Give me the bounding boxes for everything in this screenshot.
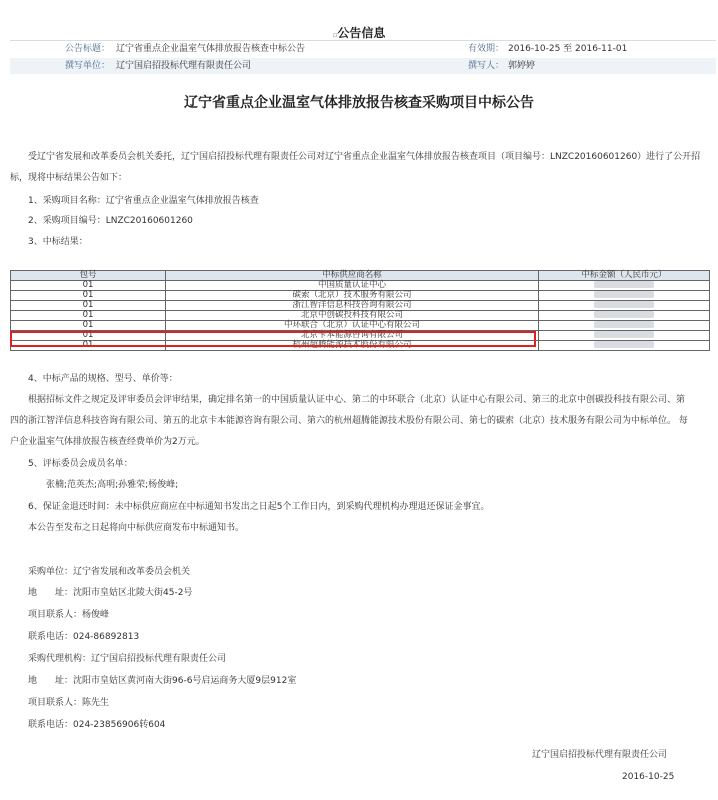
purchaser-phone: 联系电话：024-86892813 xyxy=(28,632,140,642)
item-3: 3、中标结果： xyxy=(28,237,88,247)
item-2: 2、采购项目编号：LNZC20160601260 xyxy=(28,216,193,226)
signature: 辽宁国启招投标代理有限责任公司 xyxy=(532,750,668,760)
agency-address: 地 址：沈阳市皇姑区黄河南大街96-6号启运商务大厦9层912室 xyxy=(28,676,297,686)
purchaser-address: 地 址：沈阳市皇姑区北陵大街45-2号 xyxy=(28,588,193,598)
validity-value: 2016-10-25 至 2016-11-01 xyxy=(508,44,628,54)
title-value: 辽宁省重点企业温室气体排放报告核查中标公告 xyxy=(116,44,306,54)
cell-pkg: 01 xyxy=(11,301,166,311)
cell-supplier: 中国质量认证中心 xyxy=(166,281,539,291)
cell-amount xyxy=(539,311,710,321)
agency-phone: 联系电话：024-23856906转604 xyxy=(28,720,166,730)
item-5: 5、评标委员会成员名单： xyxy=(28,459,133,469)
header-pkg: 包号 xyxy=(11,271,166,281)
cell-pkg: 01 xyxy=(11,281,166,291)
cell-pkg: 01 xyxy=(11,311,166,321)
cell-supplier: 杭州超腾能源技术股份有限公司 xyxy=(166,341,539,351)
cell-pkg: 01 xyxy=(11,321,166,331)
cell-supplier: 浙江智洋信息科技咨询有限公司 xyxy=(166,301,539,311)
cell-amount xyxy=(539,331,710,341)
table-row xyxy=(11,291,710,301)
redacted-amount xyxy=(594,321,654,328)
cell-pkg: 01 xyxy=(11,331,166,341)
cell-amount xyxy=(539,341,710,351)
title-label: 公告标题： xyxy=(64,44,110,54)
notice-text: 本公告至发布之日起将向中标供应商发布中标通知书。 xyxy=(28,523,245,533)
cell-amount xyxy=(539,301,710,311)
purchaser-contact: 项目联系人：杨俊峰 xyxy=(28,610,110,620)
cell-supplier: 北京中创碳投科技有限公司 xyxy=(166,311,539,321)
header-supplier: 中标供应商名称 xyxy=(166,271,539,281)
cell-amount xyxy=(539,321,710,331)
item-6: 6、保证金退还时间：未中标供应商应在中标通知书发出之日起5个工作日内，到采购代理机构办理退还保证金事宜。 xyxy=(28,502,490,512)
item-4-para-1: 根据招标文件之规定及评审委员会评审结果，确定排名第一的中国质量认证中心、第二的中环联合（北京）认证中心有限公司、第三的北京中创碳投科技有限公司、第 xyxy=(28,395,686,405)
committee-names: 张楠;范英杰;高明;孙雅荣;杨俊峰; xyxy=(46,480,179,490)
cell-supplier: 中环联合（北京）认证中心有限公司 xyxy=(166,321,539,331)
intro-line-1: 受辽宁省发展和改革委员会机关委托，辽宁国启招投标代理有限责任公司对辽宁省重点企业温室气体排放报告核查项目（项目编号：LNZC20160601260）进行了公开招 xyxy=(28,152,701,162)
item-1: 1、采购项目名称：辽宁省重点企业温室气体排放报告核查 xyxy=(28,196,259,206)
redacted-amount xyxy=(594,311,654,318)
header-amount: 中标金额（人民币元） xyxy=(539,271,710,281)
meta-row-unit xyxy=(10,58,716,74)
intro-line-2: 标，现将中标结果公告如下： xyxy=(10,173,128,183)
document-title: 辽宁省重点企业温室气体排放报告核查采购项目中标公告 xyxy=(184,95,534,111)
agency-contact: 项目联系人：陈先生 xyxy=(28,698,110,708)
cell-supplier: 碳索（北京）技术服务有限公司 xyxy=(166,291,539,301)
meta-row-title xyxy=(10,40,716,57)
item-4-para-3: 户企业温室气体排放报告核查经费单价为2万元。 xyxy=(10,437,205,447)
redacted-amount xyxy=(594,291,654,298)
cell-amount xyxy=(539,281,710,291)
item-4-para-2: 四的浙江智洋信息科技咨询有限公司、第五的北京卡本能源咨询有限公司、第六的杭州超腾能源技术股份有限公司、第七的碳索（北京）技术服务有限公司为中标单位。 每 xyxy=(10,416,688,426)
validity-label: 有效期： xyxy=(467,44,504,54)
item-4: 4、中标产品的规格、型号、单价等： xyxy=(28,374,178,384)
author-value: 郭婷婷 xyxy=(508,61,536,71)
purchaser: 采购单位：辽宁省发展和改革委员会机关 xyxy=(28,567,191,577)
table-row xyxy=(11,331,710,341)
header-title-text: 公告信息 xyxy=(337,26,386,40)
table-header-row xyxy=(11,271,710,281)
table-row xyxy=(11,321,710,331)
author-label: 撰写人： xyxy=(467,61,504,71)
table-row xyxy=(11,281,710,291)
redacted-amount xyxy=(594,331,654,338)
signature-date: 2016-10-25 xyxy=(622,772,675,782)
redacted-amount xyxy=(594,341,654,348)
cell-supplier: 北京卡本能源咨询有限公司 xyxy=(166,331,539,341)
table-row xyxy=(11,301,710,311)
redacted-amount xyxy=(594,281,654,288)
table-row xyxy=(11,311,710,321)
unit-label: 撰写单位： xyxy=(64,61,110,71)
doc-icon: ▫ xyxy=(332,31,338,39)
redacted-amount xyxy=(594,301,654,308)
cell-pkg: 01 xyxy=(11,341,166,351)
cell-pkg: 01 xyxy=(11,291,166,301)
announcement-header-title xyxy=(0,24,718,41)
results-table xyxy=(10,270,710,351)
unit-value: 辽宁国启招投标代理有限责任公司 xyxy=(116,61,252,71)
cell-amount xyxy=(539,291,710,301)
table-row xyxy=(11,341,710,351)
agency: 采购代理机构：辽宁国启招投标代理有限责任公司 xyxy=(28,654,227,664)
